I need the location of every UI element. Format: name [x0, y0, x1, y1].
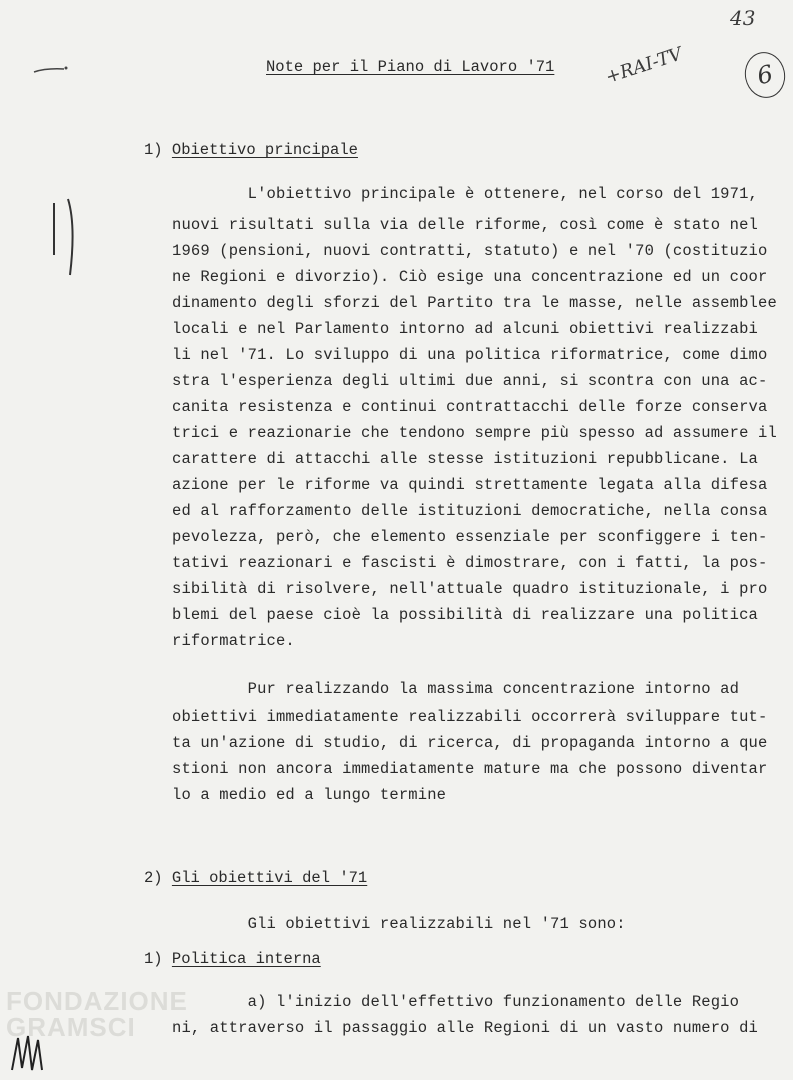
text-line: sibilità di risolvere, nell'attuale quadro istituzionale, i pro [172, 580, 768, 598]
text-line: a) l'inizio dell'effettivo funzionamento delle Regio [172, 993, 740, 1011]
subsection-heading [144, 950, 321, 968]
watermark-line: GRAMSCI [6, 1012, 136, 1042]
text-line: stra l'esperienza degli ultimi due anni, si scontra con una ac- [172, 372, 768, 390]
text-line: blemi del paese cioè la possibilità di realizzare una politica [172, 606, 758, 624]
page-number: 43 [730, 6, 756, 30]
text-line: ni, attraverso il passaggio alle Regioni di un vasto numero di [172, 1019, 758, 1037]
text-line: tativi reazionari e fascisti è dimostrare, con i fatti, la pos- [172, 554, 768, 572]
text-line: locali e nel Parlamento intorno ad alcuni obiettivi realizzabi [172, 320, 758, 338]
handwritten-note: +RAI-TV [603, 43, 685, 88]
text-line: Pur realizzando la massima concentrazione intorno ad [172, 680, 740, 698]
signature-mark-icon [8, 1030, 48, 1076]
text-line: 1969 (pensioni, nuovi contratti, statuto) e nel '70 (costituzio [172, 242, 768, 260]
text-line: canita resistenza e continui contrattacchi delle forze conserva [172, 398, 768, 416]
text-line: azione per le riforme va quindi strettamente legata alla difesa [172, 476, 768, 494]
text-line: L'obiettivo principale è ottenere, nel corso del 1971, [172, 185, 758, 203]
margin-bracket-icon [44, 195, 84, 285]
section1-heading-text: Obiettivo principale [171, 141, 358, 159]
text-line: riformatrice. [172, 632, 295, 650]
section1-number: 1) [144, 141, 172, 159]
section1-heading [144, 141, 358, 159]
text-line: stioni non ancora immediatamente mature ma che possono diventar [172, 760, 768, 778]
section2-intro: Gli obiettivi realizzabili nel '71 sono: [172, 915, 626, 933]
text-line: obiettivi immediatamente realizzabili occorrerà sviluppare tut- [172, 708, 768, 726]
text-line: ed al rafforzamento delle istituzioni democratiche, nella consa [172, 502, 768, 520]
text-line: li nel '71. Lo sviluppo di una politica riformatrice, come dimo [172, 346, 768, 364]
circled-number: 6 [741, 48, 790, 101]
section2-number: 2) [144, 869, 172, 887]
section2-heading-text: Gli obiettivi del '71 [171, 869, 368, 887]
text-line: trici e reazionarie che tendono sempre più spesso ad assumere il [172, 424, 777, 442]
watermark-line: FONDAZIONE [6, 986, 188, 1016]
subsection-heading-text: Politica interna [171, 950, 321, 968]
text-line: pevolezza, però, che elemento essenziale per sconfiggere i ten- [172, 528, 768, 546]
document-title: Note per il Piano di Lavoro '71 [266, 58, 555, 76]
margin-mark-icon [30, 62, 70, 76]
text-line: ne Regioni e divorzio). Ciò esige una concentrazione ed un coor [172, 268, 768, 286]
text-line: nuovi risultati sulla via delle riforme, così come è stato nel [172, 216, 758, 234]
text-line: lo a medio ed a lungo termine [172, 786, 447, 804]
text-line: carattere di attacchi alle stesse istituzioni repubblicane. La [172, 450, 758, 468]
text-line: dinamento degli sforzi del Partito tra le masse, nelle assemblee [172, 294, 777, 312]
subsection-number: 1) [144, 950, 172, 968]
section2-heading [144, 869, 367, 887]
text-line: ta un'azione di studio, di ricerca, di propaganda intorno a que [172, 734, 768, 752]
